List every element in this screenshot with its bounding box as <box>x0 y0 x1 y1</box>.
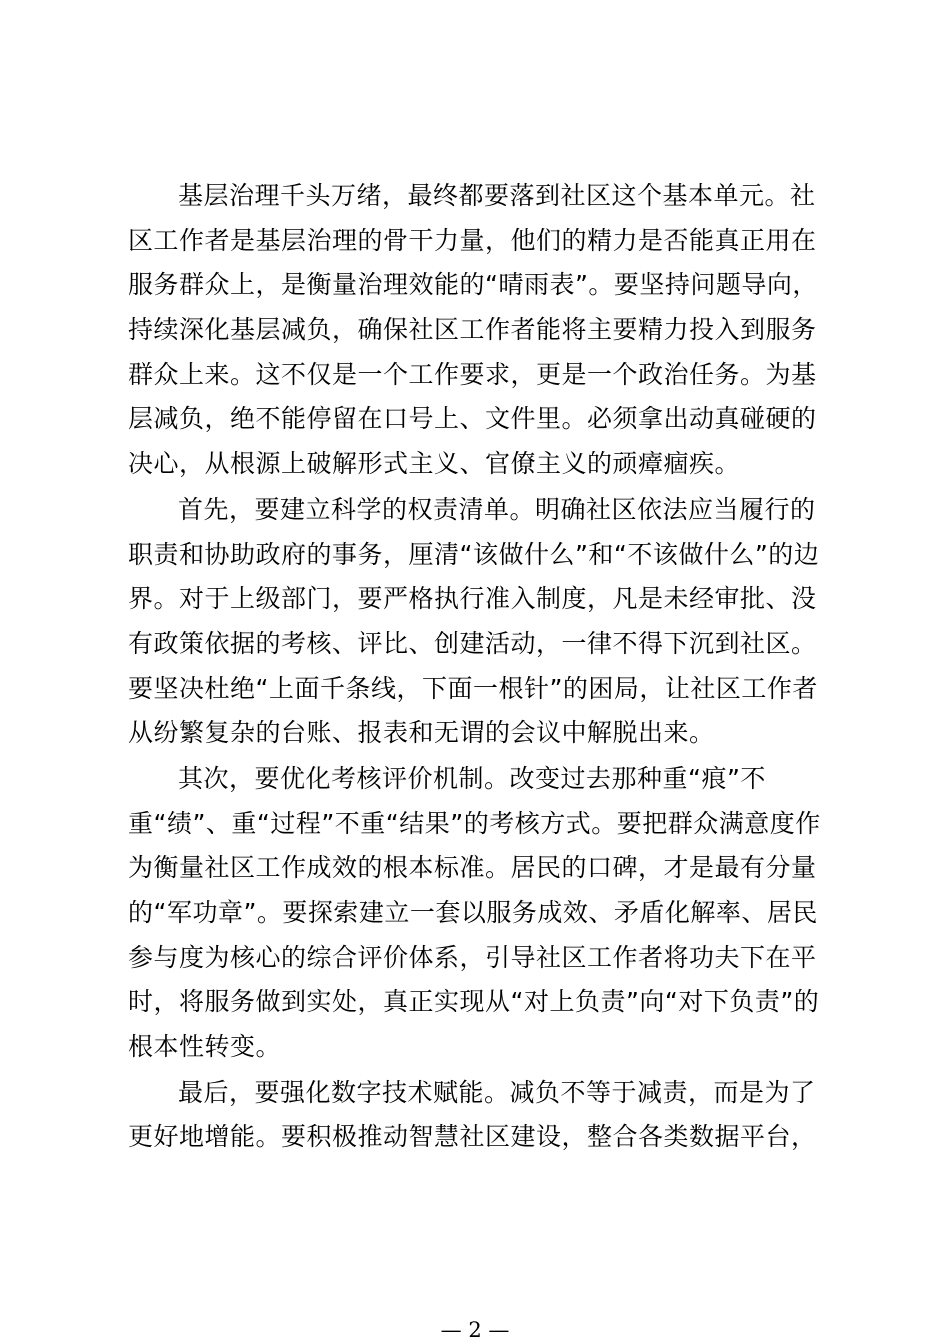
paragraph-3-line-2: 重“绩”、重“过程”不重“结果”的考核方式。要把群众满意度作 <box>128 808 821 838</box>
paragraph-1-line-4: 持续深化基层减负，确保社区工作者能将主要精力投入到服务 <box>128 315 817 345</box>
paragraph-2-line-5: 要坚决杜绝“上面千条线，下面一根针”的困局，让社区工作者 <box>128 673 818 703</box>
paragraph-1-line-6: 层减负，绝不能停留在口号上、文件里。必须拿出动真碰硬的 <box>128 404 817 434</box>
paragraph-2-line-6: 从纷繁复杂的台账、报表和无谓的会议中解脱出来。 <box>128 718 715 748</box>
paragraph-1-line-7: 决心，从根源上破解形式主义、官僚主义的顽瘴痼疾。 <box>128 449 741 479</box>
paragraph-2-line-2: 职责和协助政府的事务，厘清“该做什么”和“不该做什么”的边 <box>128 539 820 569</box>
paragraph-2-line-1: 首先，要建立科学的权责清单。明确社区依法应当履行的 <box>178 494 816 524</box>
paragraph-3-line-1: 其次，要优化考核评价机制。改变过去那种重“痕”不 <box>178 763 766 793</box>
paragraph-3-line-5: 参与度为核心的综合评价体系，引导社区工作者将功夫下在平 <box>128 942 817 972</box>
paragraph-1-line-5: 群众上来。这不仅是一个工作要求，更是一个政治任务。为基 <box>128 359 817 389</box>
paragraph-1-line-2: 区工作者是基层治理的骨干力量，他们的精力是否能真正用在 <box>128 225 817 255</box>
paragraph-2-line-4: 有政策依据的考核、评比、创建活动，一律不得下沉到社区。 <box>128 628 817 658</box>
paragraph-1-line-1: 基层治理千头万绪，最终都要落到社区这个基本单元。社 <box>178 181 816 210</box>
paragraph-3-line-4: 的“军功章”。要探索建立一套以服务成效、矛盾化解率、居民 <box>128 898 818 927</box>
page-number: — 2 — <box>440 1318 510 1342</box>
paragraph-3-line-6: 时，将服务做到实处，真正实现从“对上负责”向“对下负责”的 <box>128 987 820 1017</box>
paragraph-4-line-1: 最后，要强化数字技术赋能。减负不等于减责，而是为了 <box>178 1077 816 1107</box>
paragraph-4-line-2: 更好地增能。要积极推动智慧社区建设，整合各类数据平台， <box>128 1122 817 1152</box>
paragraph-2-line-3: 界。对于上级部门，要严格执行准入制度，凡是未经审批、没 <box>128 584 817 614</box>
document-body <box>128 174 828 1160</box>
paragraph-3-line-3: 为衡量社区工作成效的根本标准。居民的口碑，才是最有分量 <box>128 853 817 883</box>
paragraph-3-line-7: 根本性转变。 <box>128 1032 282 1062</box>
paragraph-1-line-3: 服务群众上，是衡量治理效能的“晴雨表”。要坚持问题导向， <box>128 270 818 300</box>
